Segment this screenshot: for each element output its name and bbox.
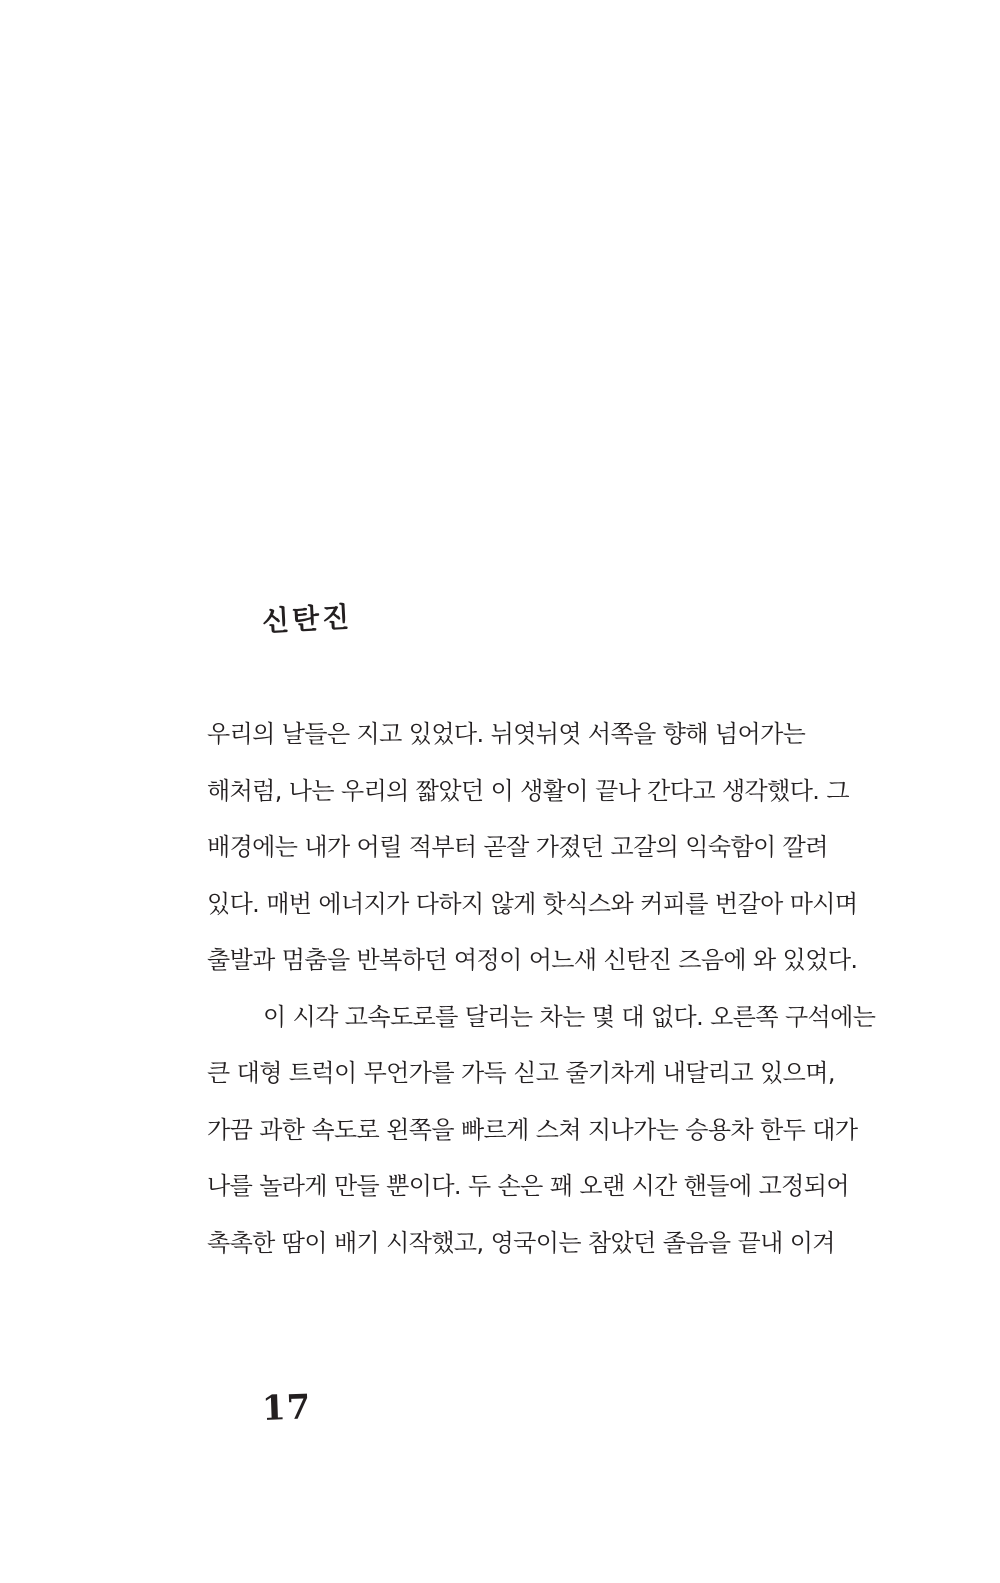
text-line: 우리의 날들은 지고 있었다. 뉘엿뉘엿 서쪽을 향해 넘어가는 xyxy=(207,720,806,748)
text-line: 가끔 과한 속도로 왼쪽을 빠르게 스쳐 지나가는 승용차 한두 대가 xyxy=(207,1115,858,1144)
text-line: 큰 대형 트럭이 무언가를 가득 싣고 줄기차게 내달리고 있으며, xyxy=(207,1059,835,1087)
body-text xyxy=(207,716,907,1281)
text-line: 출발과 멈춤을 반복하던 여정이 어느새 신탄진 즈음에 와 있었다. xyxy=(207,946,858,974)
paragraph-start-line: 이 시각 고속도로를 달리는 차는 몇 대 없다. 오른쪽 구석에는 xyxy=(263,1002,876,1031)
text-line: 배경에는 내가 어릴 적부터 곧잘 가졌던 고갈의 익숙함이 깔려 xyxy=(207,833,828,861)
text-line: 해처럼, 나는 우리의 짧았던 이 생활이 끝나 간다고 생각했다. 그 xyxy=(207,776,849,805)
text-line: 있다. 매번 에너지가 다하지 않게 핫식스와 커피를 번갈아 마시며 xyxy=(207,889,858,918)
chapter-title: 신탄진 xyxy=(261,600,353,638)
text-line: 나를 놀라게 만들 뿐이다. 두 손은 꽤 오랜 시간 핸들에 고정되어 xyxy=(207,1172,849,1200)
text-line: 촉촉한 땀이 배기 시작했고, 영국이는 참았던 졸음을 끝내 이겨 xyxy=(207,1228,835,1257)
page-number: 17 xyxy=(261,1387,312,1429)
